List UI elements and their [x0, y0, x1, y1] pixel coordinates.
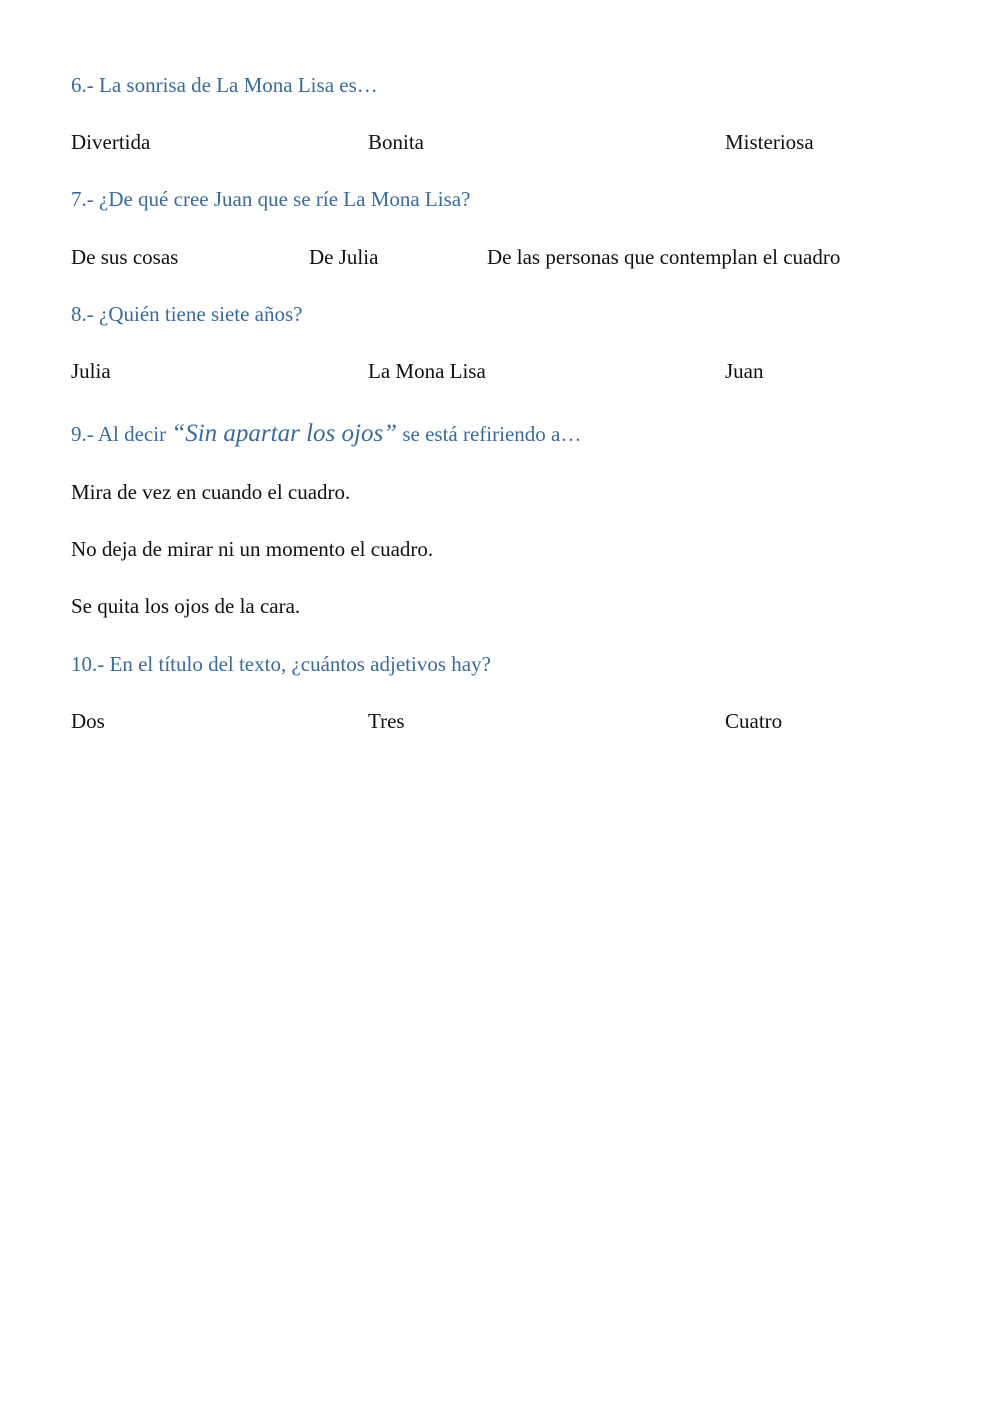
question-9-text-after: se está refiriendo a…	[402, 422, 582, 446]
question-7-option-b[interactable]: De Julia	[309, 245, 379, 269]
question-9	[71, 421, 581, 446]
question-6-text: La sonrisa de La Mona Lisa es…	[99, 73, 378, 97]
question-8	[71, 304, 303, 325]
question-9-number: 9.-	[71, 422, 94, 446]
question-7	[71, 189, 470, 210]
question-8-option-a[interactable]: Julia	[71, 359, 111, 383]
question-7-option-a[interactable]: De sus cosas	[71, 245, 179, 269]
question-7-number: 7.-	[71, 187, 94, 211]
question-10-option-b[interactable]: Tres	[368, 709, 405, 733]
question-10-option-a[interactable]: Dos	[71, 709, 105, 733]
question-9-option-c[interactable]: Se quita los ojos de la cara.	[71, 594, 301, 618]
question-10-option-c[interactable]: Cuatro	[725, 709, 783, 733]
question-9-text-before: Al decir	[97, 422, 167, 446]
question-6-option-c[interactable]: Misteriosa	[725, 130, 814, 154]
question-6-option-a[interactable]: Divertida	[71, 130, 151, 154]
question-6	[71, 75, 378, 96]
question-9-option-b[interactable]: No deja de mirar ni un momento el cuadro.	[71, 537, 434, 561]
question-6-number: 6.-	[71, 73, 94, 97]
question-8-option-b[interactable]: La Mona Lisa	[368, 359, 486, 383]
question-10-text: En el título del texto, ¿cuántos adjetivos hay?	[109, 652, 491, 676]
question-7-option-c[interactable]: De las personas que contemplan el cuadro	[487, 245, 841, 269]
question-10	[71, 654, 491, 675]
question-10-number: 10.-	[71, 652, 105, 676]
question-7-text: ¿De qué cree Juan que se ríe La Mona Lisa?	[99, 187, 471, 211]
question-8-number: 8.-	[71, 302, 94, 326]
question-9-quote: “Sin apartar los ojos”	[171, 420, 398, 447]
question-8-text: ¿Quién tiene siete años?	[99, 302, 303, 326]
question-6-option-b[interactable]: Bonita	[368, 130, 424, 154]
question-8-option-c[interactable]: Juan	[725, 359, 764, 383]
question-9-option-a[interactable]: Mira de vez en cuando el cuadro.	[71, 480, 351, 504]
